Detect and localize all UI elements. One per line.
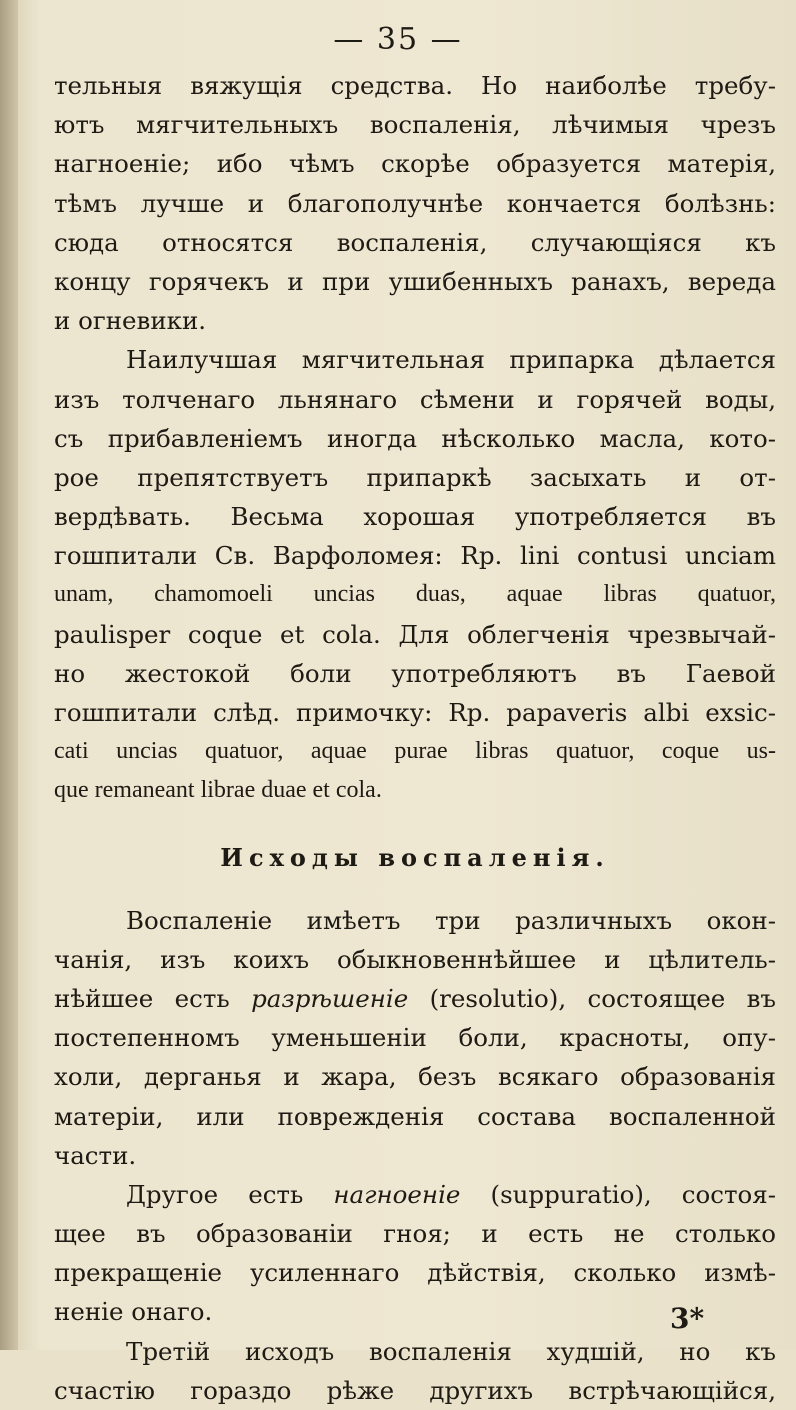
text-line: Воспаленіе имѣетъ три различныхъ окон- (126, 905, 776, 935)
signature-mark: 3* (670, 1302, 705, 1335)
text-line: paulisper coque et cola. Для облегченія чрезвычай- (54, 619, 776, 649)
text-line: рое препятствуетъ припаркѣ засыхать и от- (54, 462, 776, 492)
text-line: щее въ образованіи гноя; и есть не столько (54, 1219, 776, 1249)
text-line: изъ толченаго льнянаго сѣмени и горячей воды, (54, 384, 776, 414)
text-line: прекращеніе усиленнаго дѣйствія, сколько измѣ- (54, 1258, 776, 1288)
text-line: тѣмъ лучше и благополучнѣе кончается болѣзнь: (54, 188, 776, 218)
text-line: но жестокой боли употребляютъ въ Гаевой (54, 658, 776, 688)
text-line: холи, дерганья и жара, безъ всякаго образованія (54, 1062, 776, 1092)
text-line: чанія, изъ коихъ обыкновеннѣйшее и цѣлитель- (54, 944, 776, 974)
text-line: вердѣвать. Весьма хорошая употребляется въ (54, 502, 776, 532)
text-line: съ прибавленіемъ иногда нѣсколько масла, кото- (54, 423, 776, 453)
text-line: и огневики. (54, 306, 207, 336)
text-line: неніе онаго. (54, 1297, 213, 1327)
text-line: нѣйшее есть разрѣшеніе (resolutio), состоящее въ (54, 983, 776, 1013)
text-line: Наилучшая мягчительная припарка дѣлается (126, 345, 776, 375)
text-line: cati uncias quatuor, aquae purae libras quatuor, coque us- (54, 738, 776, 765)
page-number: — 35 — (333, 22, 463, 57)
text-line: Другое есть нагноеніе (suppuratio), состоя- (126, 1179, 776, 1209)
text-line: unam, chamomoeli uncias duas, aquae libras quatuor, (54, 581, 776, 608)
page-body (54, 66, 776, 1410)
section-heading: Исходы воспаленія. (220, 842, 610, 872)
text-line: ютъ мягчительныхъ воспаленія, лѣчимыя чрезъ (54, 110, 776, 140)
text-line: гошпитали Св. Варфоломея: Rp. lini contusi unciam (54, 541, 776, 571)
text-line: постепенномъ уменьшеніи боли, красноты, опу- (54, 1023, 776, 1053)
text-line: сюда относятся воспаленія, случающіяся къ (54, 227, 776, 257)
text-line: тельныя вяжущія средства. Но наиболѣе требу- (54, 71, 776, 100)
term-resolution: разрѣшеніе (251, 983, 409, 1013)
text-line: счастію гораздо рѣже другихъ встрѣчающійся, (54, 1375, 776, 1405)
page-spine-shadow (0, 0, 18, 1350)
text-line: гошпитали слѣд. примочку: Rp. papaveris albi exsic- (54, 698, 776, 727)
text-line: que remaneant librae duae et cola. (54, 777, 382, 804)
text-line: части. (54, 1140, 137, 1170)
text-line: концу горячекъ и при ушибенныхъ ранахъ, вереда (54, 266, 776, 296)
text-line: Третій исходъ воспаленія худшій, но къ (126, 1336, 776, 1366)
text-line: нагноеніе; ибо чѣмъ скорѣе образуется матерія, (54, 149, 776, 179)
text-line: матеріи, или поврежденія состава воспаленной (54, 1101, 776, 1131)
term-suppuration: нагноеніе (333, 1179, 461, 1209)
